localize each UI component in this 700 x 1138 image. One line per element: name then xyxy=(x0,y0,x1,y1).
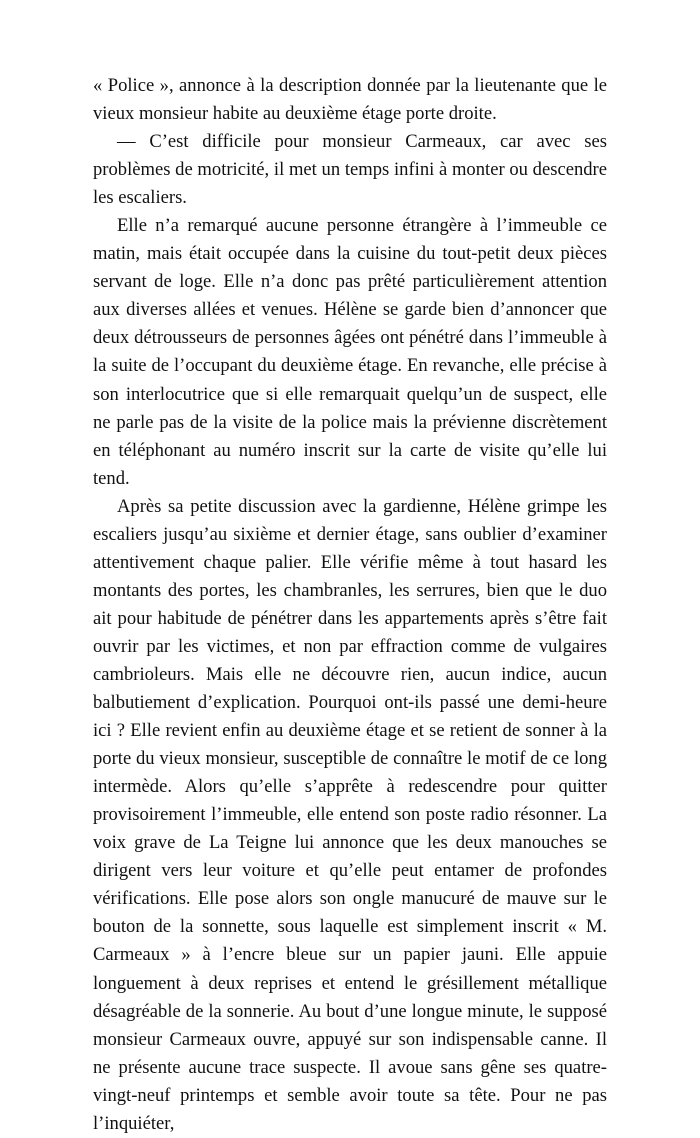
page-body xyxy=(93,72,607,1138)
paragraph-dialogue-carmeaux: — C’est difficile pour monsieur Carmeaux, car avec ses problèmes de motricité, il met un temps infini à monter ou descendre les escaliers. xyxy=(93,131,607,209)
paragraph-police: « Police », annonce à la description donnée par la lieutenante que le vieux monsieur habite au deuxième étage porte droite. xyxy=(93,75,607,125)
paragraph-investigation: Après sa petite discussion avec la gardienne, Hélène grimpe les escaliers jusqu’au sixième et dernier étage, sans oublier d’examiner attentivement chaque palier. Elle vérifie même à tout hasard les montants des portes, les chambranles, les serrures, bien que le duo ait pour habitude de pénétrer dans les appartements après s’être fait ouvrir par les victimes, et non par effraction comme de vulgaires cambrioleurs. Mais elle ne découvre rien, aucun indice, aucun balbutiement d’explication. Pourquoi ont-ils passé une demi-heure ici ? Elle revient enfin au deuxième étage et se retient de sonner à la porte du vieux monsieur, susceptible de connaître le motif de ce long intermède. Alors qu’elle s’apprête à redescendre pour quitter provisoirement l’immeuble, elle entend son poste radio résonner. La voix grave de La Teigne lui annonce que les deux manouches se dirigent vers leur voiture et qu’elle peut entamer de profondes vérifications. Elle pose alors son ongle manucuré de mauve sur le bouton de la sonnette, sous laquelle est simplement inscrit « M. Carmeaux » à l’encre bleue sur un papier jauni. Elle appuie longuement à deux reprises et entend le grésillement métallique désagréable de la sonnerie. Au bout d’une longue minute, le supposé monsieur Carmeaux ouvre, appuyé sur son indispensable canne. Il ne présente aucune trace suspecte. Il avoue sans gêne ses quatre-vingt-neuf printemps et semble avoir toute sa tête. Pour ne pas l’inquiéter, xyxy=(93,495,607,1134)
paragraph-gardienne: Elle n’a remarqué aucune personne étrangère à l’immeuble ce matin, mais était occupée dans la cuisine du tout-petit deux pièces servant de loge. Elle n’a donc pas prêté particulièrement attention aux diverses allées et venues. Hélène se garde bien d’annoncer que deux détrousseurs de personnes âgées ont pénétré dans l’immeuble à la suite de l’occupant du deuxième étage. En revanche, elle précise à son interlocutrice que si elle remarquait quelqu’un de suspect, elle ne parle pas de la visite de la police mais la prévienne discrètement en téléphonant au numéro inscrit sur la carte de visite qu’elle lui tend. xyxy=(93,215,607,489)
